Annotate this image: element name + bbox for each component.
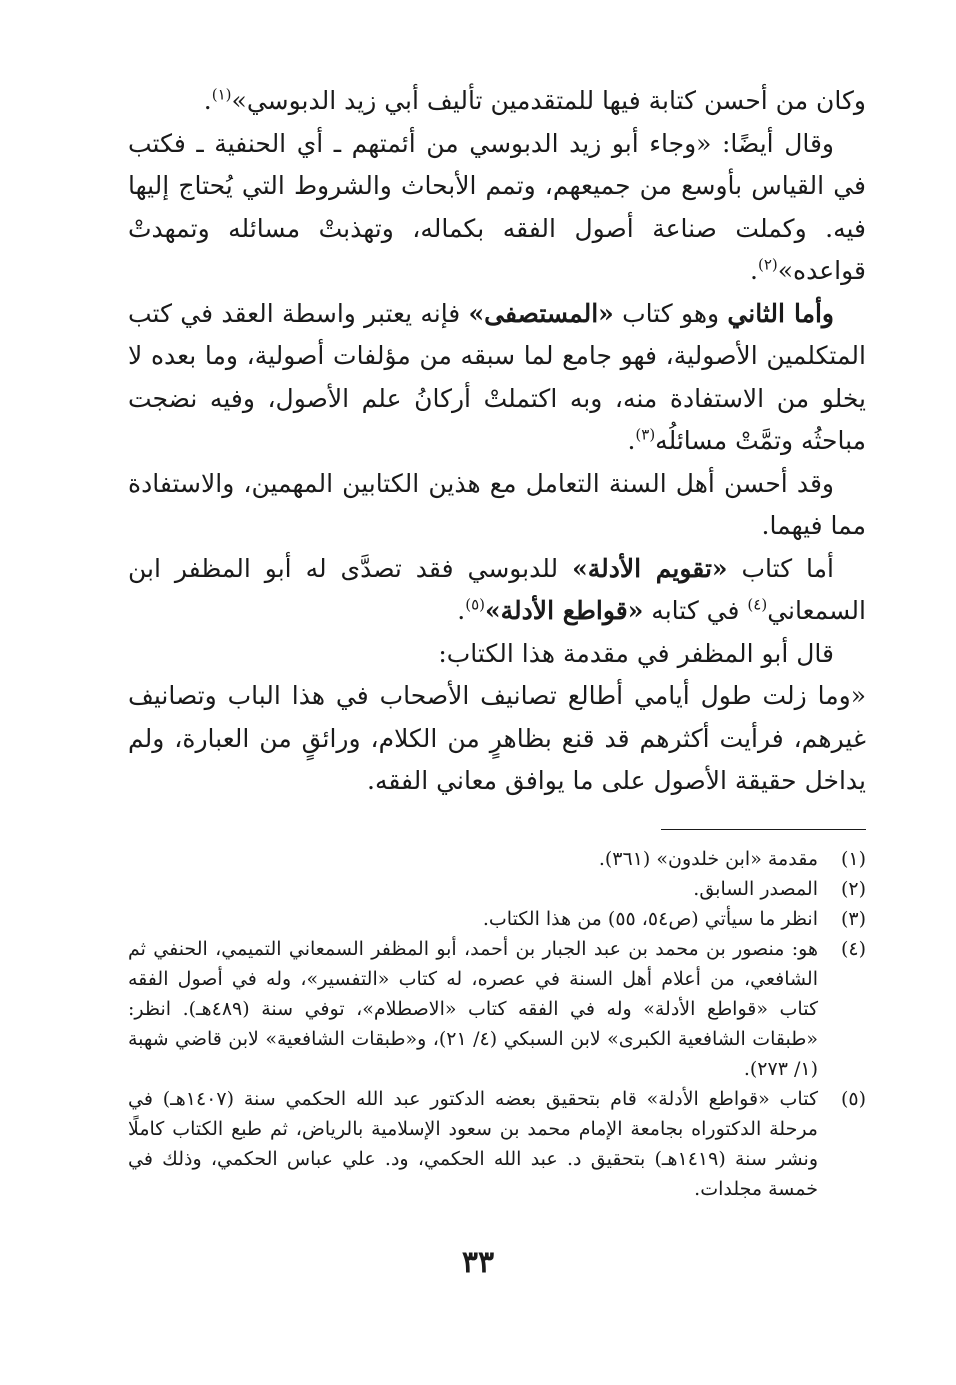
main-text: [128, 80, 866, 803]
book-title: «قواطع الأدلة»: [485, 596, 644, 625]
paragraph-5: أما كتاب «تقويم الأدلة» للدبوسي فقد تصدَّى له أبو المظفر ابن السمعاني$^{(٤)}$ في كتابه «قواطع الأدلة»$^{(٥)}$.: [128, 553, 866, 625]
bold-lead: وأما الثاني: [727, 298, 834, 328]
footnote-separator: [661, 829, 866, 830]
paragraph-1: وكان من أحسن كتابة فيها للمتقدمين تأليف أبي زيد الدبوسي»$^{(١)}$.: [203, 85, 866, 115]
footnote-text: هو: منصور بن محمد بن عبد الجبار بن أحمد، أبو المظفر السمعاني التميمي، الحنفي ثم الشافعي، من أعلام أهل السنة في عصره، له كتاب «التفسير»، وله في أصول الفقه كتاب «قواطع الأدلة» وله في الفقه كتاب «الاصطلام»، توفي سنة (٤٨٩هـ). انظر: «طبقات الشافعية الكبرى» لابن السبكي (٤/ ٢١)، و«طبقات الشافعية» لابن قاضي شهبة (١/ ٢٧٣).: [128, 937, 819, 1080]
footnote-text: كتاب «قواطع الأدلة» قام بتحقيق بعضه الدكتور عبد الله الحكمي سنة (١٤٠٧هـ) في مرحلة الدكتوراه بجامعة الإمام محمد بن سعود الإسلامية بالرياض، ثم طبع الكتاب كاملًا ونشر سنة (١٤١٩هـ) بتحقيق د. عبد الله الحكمي، ود. علي عباس الحكمي، وذلك في خمسة مجلدات.: [128, 1087, 818, 1200]
footnote-text: انظر ما سيأتي (ص٥٤، ٥٥) من هذا الكتاب.: [482, 907, 818, 930]
footnote-3: [128, 904, 866, 934]
footnote-ref[interactable]: (٤): [747, 595, 768, 614]
footnote-number: (٥): [840, 1087, 866, 1110]
footnote-number: (٤): [840, 937, 866, 960]
footnote-ref[interactable]: (٢): [757, 255, 778, 274]
footnote-ref[interactable]: (٥): [465, 595, 486, 614]
paragraph-3: وأما الثاني وهو كتاب «المستصفى» فإنه يعتبر واسطة العقد في كتب المتكلمين الأصولية، فهو جامع لما سبقه من مؤلفات أصولية، وما بعده لا يخلو من الاستفادة منه، وبه اكتملتْ أركانُ علم الأصول، وفيه نضجت مباحثُه وتمَّتْ مسائلُه$^{(٣)}$.: [128, 298, 866, 455]
paragraph-6: قال أبو المظفر في مقدمة هذا الكتاب:: [438, 638, 834, 668]
footnote-number: (٢): [840, 877, 866, 900]
paragraph-7: «وما زلت طول أيامي أطالع تصانيف الأصحاب في هذا الباب وتصانيف غيرهم، فرأيت أكثرهم قد قنع بظاهرٍ من الكلام، ورائقٍ من العبارة، ولم يداخل حقيقة الأصول على ما يوافق معاني الفقه.: [128, 681, 866, 795]
paragraph-4: وقد أحسن أهل السنة التعامل مع هذين الكتابين المهمين، والاستفادة مما فيهما.: [128, 468, 866, 540]
book-title: «المستصفى»: [468, 298, 614, 328]
footnote-text: المصدر السابق.: [693, 877, 818, 900]
footnotes: [128, 844, 866, 1204]
book-title: «تقويم الأدلة»: [572, 553, 728, 583]
footnote-text: مقدمة «ابن خلدون» (٣٦١).: [598, 847, 818, 870]
footnote-4: [128, 934, 866, 1084]
footnote-2: [128, 874, 866, 904]
paragraph-2: وقال أيضًا: «وجاء أبو زيد الدبوسي من أئمتهم ـ أي الحنفية ـ فكتب في القياس بأوسع من جميعهم، وتمم الأبحاث والشروط التي يُحتاج إليها فيه. وكملت صناعة أصول الفقه بكماله، وتهذبتْ مسائله وتمهدتْ قواعده»$^{(٢)}$.: [128, 128, 866, 285]
footnote-number: (١): [840, 847, 866, 870]
footnote-number: (٣): [840, 907, 866, 930]
footnote-ref[interactable]: (١): [211, 85, 232, 104]
footnote-5: [128, 1084, 866, 1204]
footnote-1: [128, 844, 866, 874]
page-number: ٣٣: [461, 1245, 495, 1280]
footnote-ref[interactable]: (٣): [635, 425, 656, 444]
